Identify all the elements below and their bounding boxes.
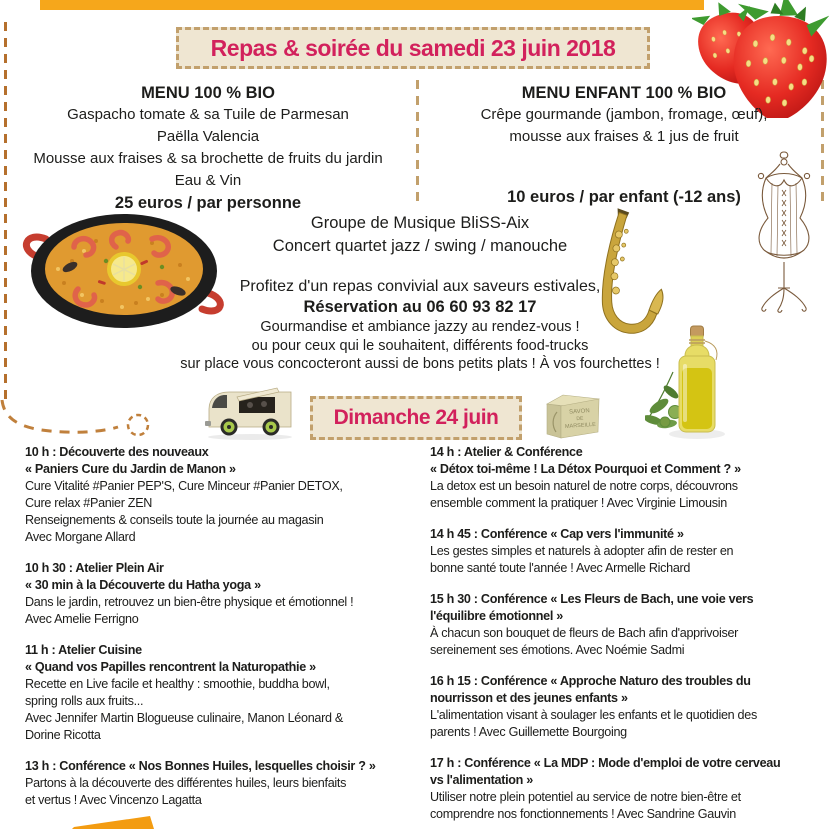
food-truck-icon [203,381,300,443]
menu-line: Gaspacho tomate & sa Tuile de Parmesan [67,106,349,123]
program-item-title-line: nourrisson et des jeunes enfants » [430,691,628,705]
sunday-title: Dimanche 24 juin [333,406,499,429]
program-item [430,755,822,823]
program-item-title-line: 14 h 45 : Conférence « Cap vers l'immunité » [430,527,684,541]
menu-line: Paëlla Valencia [156,128,260,145]
saturday-title: Repas & soirée du samedi 23 juin 2018 [210,34,616,61]
dashed-trail [0,398,205,446]
top-orange-bar [40,0,704,10]
program-item-body-line: sereinement ses émotions. Avec Noémie Sadmi [430,643,685,657]
invitation-line4: ou pour ceux qui le souhaitent, différents food-trucks [251,337,589,354]
program-item [430,673,822,741]
invitation-block [115,276,725,374]
program-item-body-line: Partons à la découverte des différentes huiles, leurs bienfaits [25,776,347,790]
program-item [430,526,822,577]
program-item-title-line: l'équilibre émotionnel » [430,609,563,623]
invitation-line3: Gourmandise et ambiance jazzy au rendez-vous ! [260,319,580,335]
program-right-column [430,444,822,829]
menu-adult-price: 25 euros / par personne [114,194,302,212]
menu-child-title: MENU ENFANT 100 % BIO [521,84,727,102]
program-item-body-line: Avec Morgane Allard [25,530,136,544]
soap-text-line1: SAVON [568,408,590,416]
music-block [230,212,610,258]
program-item-body-line: Recette en Live facile et healthy : smoothie, buddha bowl, [25,677,330,691]
menu-adult-title: MENU 100 % BIO [141,84,275,102]
program-item-body-line: spring rolls aux fruits... [25,694,144,708]
program-item-body-line: Cure Vitalité #Panier PEP'S, Cure Minceur #Panier DETOX, [25,479,343,493]
program-item-body-line: Les gestes simples et naturels à adopter afin de rester en [430,544,734,558]
program-item-body-line: bonne santé toute l'année ! Avec Armelle Richard [430,561,691,575]
program-item-body-line: comprendre nos fonctionnements ! Avec Sandrine Gauvin [430,807,736,821]
program-item-body-line: L'alimentation visant à soulager les enfants et le quotidien des [430,708,757,722]
menu-line: mousse aux fraises & 1 jus de fruit [509,128,739,145]
program-item-title-line: « 30 min à la Découverte du Hatha yoga » [25,578,261,592]
olive-oil-bottle-icon [645,320,733,442]
soap-cube-icon [541,390,605,444]
dress-form-icon [744,150,826,318]
program-item [430,591,822,659]
invitation-line5: sur place vous concocteront aussi de bons petits plats ! À vos fourchettes ! [180,356,660,372]
menu-divider-dashed-line [416,80,419,206]
program-item-body-line: Cure relax #Panier ZEN [25,496,153,510]
program-item-title-line: « Paniers Cure du Jardin de Manon » [25,462,236,476]
program-item-title-line: 15 h 30 : Conférence « Les Fleurs de Bach, une voie vers [430,592,754,606]
program-item-title-line: vs l'alimentation » [430,773,533,787]
program-item [25,560,410,628]
menu-line: Mousse aux fraises & sa brochette de fruits du jardin [33,150,383,167]
music-group-name: Groupe de Musique BliSS-Aix [310,214,530,232]
program-item-body-line: Avec Jennifer Martin Blogueuse culinaire, Manon Léonard & [25,711,344,725]
program-item [25,642,410,744]
program-item-body-line: et vertus ! Avec Vincenzo Lagatta [25,793,202,807]
program-item-title-line: 17 h : Conférence « La MDP : Mode d'emploi de votre cerveau [430,756,781,770]
menu-adult [14,82,402,214]
program-item-body-line: Avec Amelie Ferrigno [25,612,139,626]
menu-line: Eau & Vin [174,172,242,189]
program-item-title-line: « Quand vos Papilles rencontrent la Naturopathie » [25,660,316,674]
program-item-body-line: ensemble comment la pratiquer ! Avec Virginie Limousin [430,496,727,510]
program-left-column [25,444,410,823]
program-item-title-line: 10 h : Découverte des nouveaux [25,445,209,459]
program-item-body-line: parents ! Avec Guillemette Bourgoing [430,725,627,739]
program-item [430,444,822,512]
program-item-title-line: 13 h : Conférence « Nos Bonnes Huiles, lesquelles choisir ? » [25,759,376,773]
program-item [25,758,410,809]
program-item-title-line: 16 h 15 : Conférence « Approche Naturo des troubles du [430,674,751,688]
menu-line: Crêpe gourmande (jambon, fromage, œuf), [480,106,768,123]
music-concert-line: Concert quartet jazz / swing / manouche [272,237,568,255]
soap-text-line3: MARSEILLE [564,421,597,430]
program-item-title-line: 10 h 30 : Atelier Plein Air [25,561,164,575]
sunday-title-box [310,396,522,440]
program-item-body-line: À chacun son bouquet de fleurs de Bach afin d'apprivoiser [430,626,739,640]
reservation-phone-line: Réservation au 06 60 93 82 17 [303,298,537,316]
program-item-body-line: Dans le jardin, retrouvez un bien-être physique et émotionnel ! [25,595,354,609]
menu-child-price: 10 euros / par enfant (-12 ans) [507,188,741,206]
soap-text-line2: DE [576,415,584,423]
saturday-title-box [176,27,650,69]
menu-child-lines [428,104,820,148]
program-item-body-line: La detox est un besoin naturel de notre corps, découvrons [430,479,738,493]
program-item [25,444,410,546]
program-item-title-line: 11 h : Atelier Cuisine [25,643,142,657]
program-item-body-line: Dorine Ricotta [25,728,101,742]
program-item-body-line: Renseignements & conseils toute la journée au magasin [25,513,324,527]
program-item-body-line: Utiliser notre plein potentiel au service de notre bien-être et [430,790,741,804]
bottom-orange-wedge [70,815,158,829]
program-item-title-line: « Détox toi-même ! La Détox Pourquoi et Comment ? » [430,462,741,476]
left-dashed-border [4,22,7,400]
menu-adult-lines [14,104,402,192]
invitation-line1: Profitez d'un repas convivial aux saveurs estivales, [239,278,601,295]
program-item-title-line: 14 h : Atelier & Conférence [430,445,583,459]
